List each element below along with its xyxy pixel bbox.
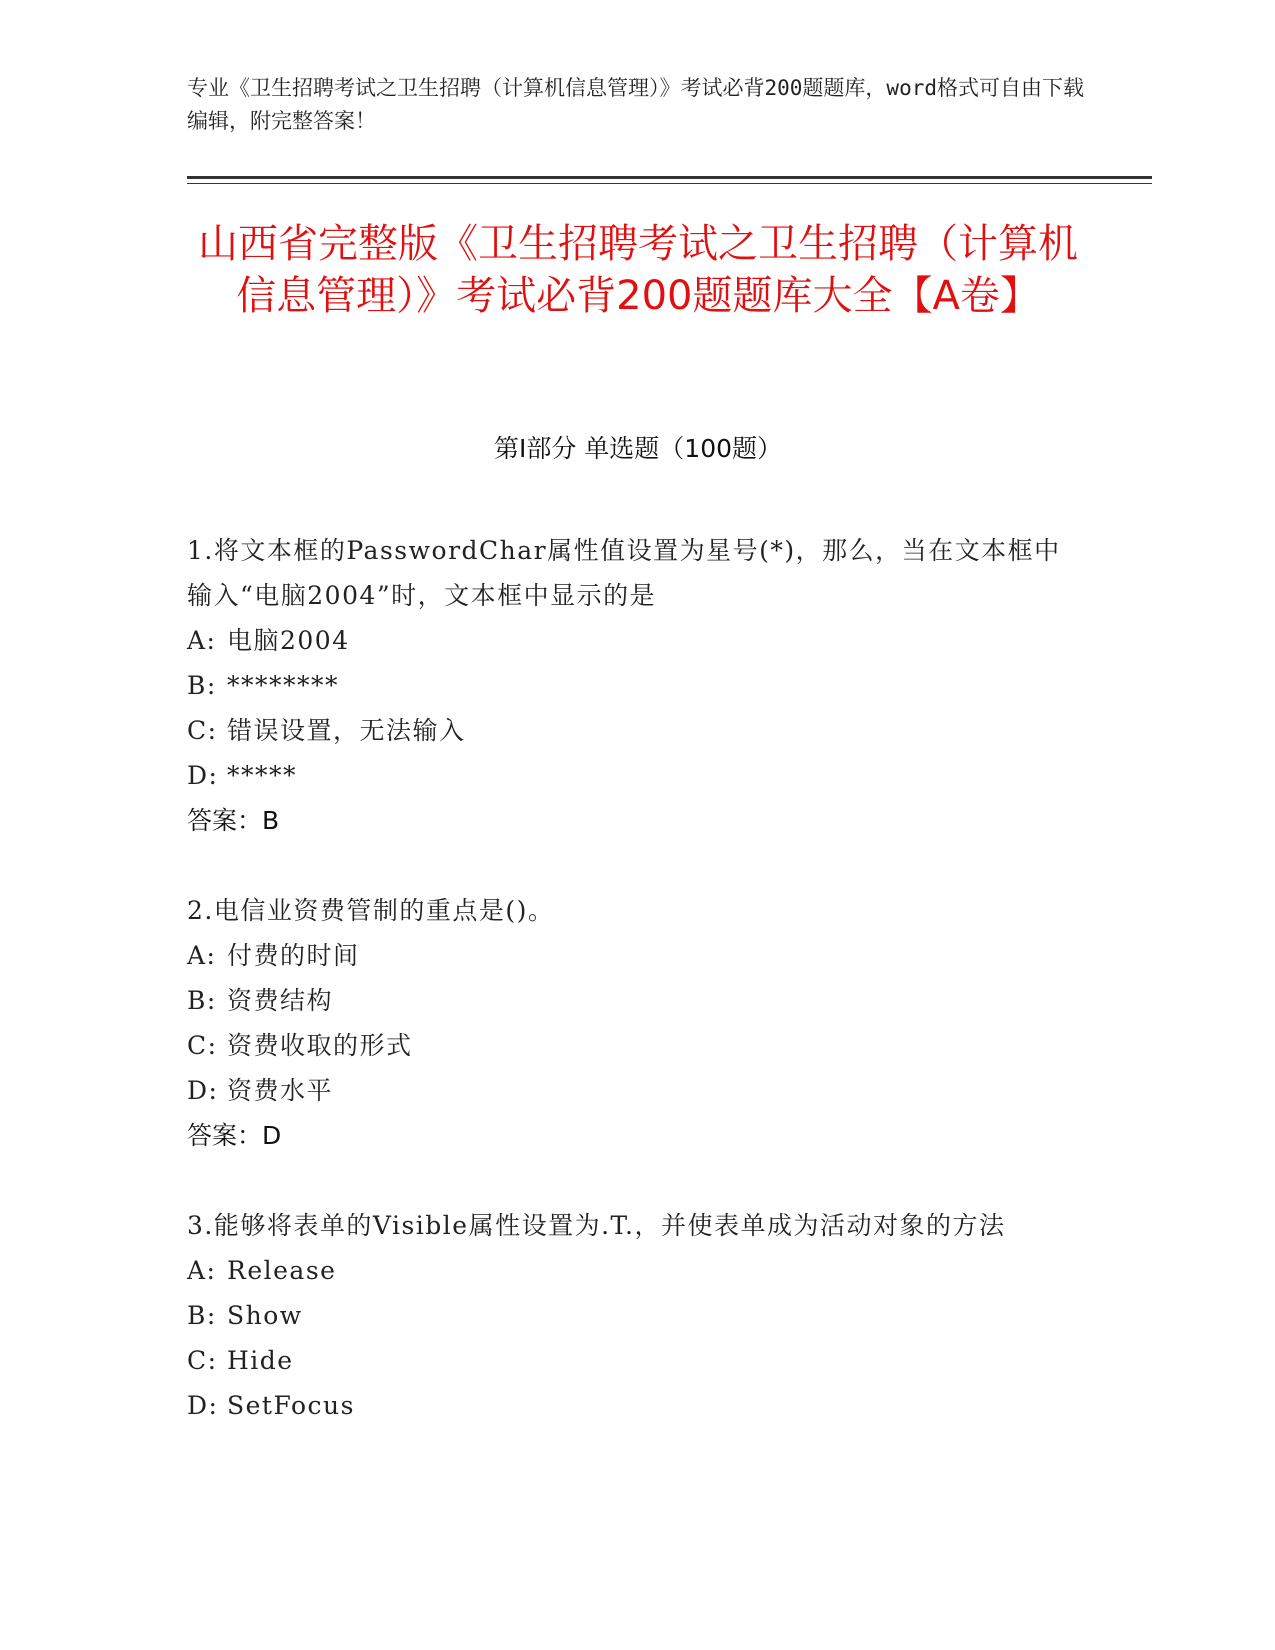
option-d bbox=[187, 753, 1087, 798]
option-text: Hide bbox=[227, 1346, 294, 1375]
question-stem: 3.能够将表单的Visible属性设置为.T.，并使表单成为活动对象的方法 bbox=[187, 1211, 1006, 1240]
option-letter: D: bbox=[187, 1391, 219, 1420]
option-letter: A: bbox=[187, 626, 217, 655]
option-text: 错误设置，无法输入 bbox=[227, 716, 466, 745]
option-letter: A: bbox=[187, 1256, 217, 1285]
option-letter: C: bbox=[187, 1346, 218, 1375]
option-letter: B: bbox=[187, 671, 217, 700]
option-c bbox=[187, 1023, 1087, 1068]
question-3 bbox=[187, 1203, 1087, 1428]
document-title: 山西省完整版《卫生招聘考试之卫生招聘（计算机信息管理）》考试必背200题题库大全【A卷】 bbox=[198, 221, 1078, 319]
option-text: 付费的时间 bbox=[227, 941, 360, 970]
option-b bbox=[187, 1293, 1087, 1338]
option-text: SetFocus bbox=[227, 1391, 355, 1420]
option-a bbox=[187, 1248, 1087, 1293]
option-text: Show bbox=[227, 1301, 303, 1330]
question-1 bbox=[187, 528, 1087, 843]
option-c bbox=[187, 1338, 1087, 1383]
header-rule-thick bbox=[187, 176, 1152, 179]
option-a bbox=[187, 933, 1087, 978]
option-text: 资费收取的形式 bbox=[227, 1031, 413, 1060]
question-stem: 2.电信业资费管制的重点是()。 bbox=[187, 896, 555, 925]
header-note: 专业《卫生招聘考试之卫生招聘（计算机信息管理）》考试必背200题题库，word格式可自由下载编辑，附完整答案！ bbox=[187, 76, 1084, 133]
answer-line: 答案：B bbox=[187, 806, 280, 835]
option-text: Release bbox=[227, 1256, 337, 1285]
option-c bbox=[187, 708, 1087, 753]
header-rule-thin bbox=[187, 183, 1152, 184]
option-d bbox=[187, 1068, 1087, 1113]
option-a bbox=[187, 618, 1087, 663]
option-text: 资费水平 bbox=[227, 1076, 334, 1105]
question-2 bbox=[187, 888, 1087, 1158]
option-letter: D: bbox=[187, 1076, 219, 1105]
question-stem: 1.将文本框的PasswordChar属性值设置为星号(*)，那么，当在文本框中输入“电脑2004”时，文本框中显示的是 bbox=[187, 536, 1061, 610]
option-letter: B: bbox=[187, 1301, 217, 1330]
option-letter: B: bbox=[187, 986, 217, 1015]
answer-line: 答案：D bbox=[187, 1121, 282, 1150]
option-letter: D: bbox=[187, 761, 219, 790]
option-letter: A: bbox=[187, 941, 217, 970]
option-letter: C: bbox=[187, 1031, 218, 1060]
option-text: ***** bbox=[227, 761, 297, 790]
option-d bbox=[187, 1383, 1087, 1428]
option-text: 电脑2004 bbox=[227, 626, 350, 655]
option-text: 资费结构 bbox=[227, 986, 334, 1015]
option-b bbox=[187, 978, 1087, 1023]
question-list bbox=[187, 528, 1087, 1473]
option-letter: C: bbox=[187, 716, 218, 745]
option-text: ******** bbox=[227, 671, 339, 700]
option-b bbox=[187, 663, 1087, 708]
section-title: 第Ⅰ部分 单选题（100题） bbox=[493, 434, 783, 463]
